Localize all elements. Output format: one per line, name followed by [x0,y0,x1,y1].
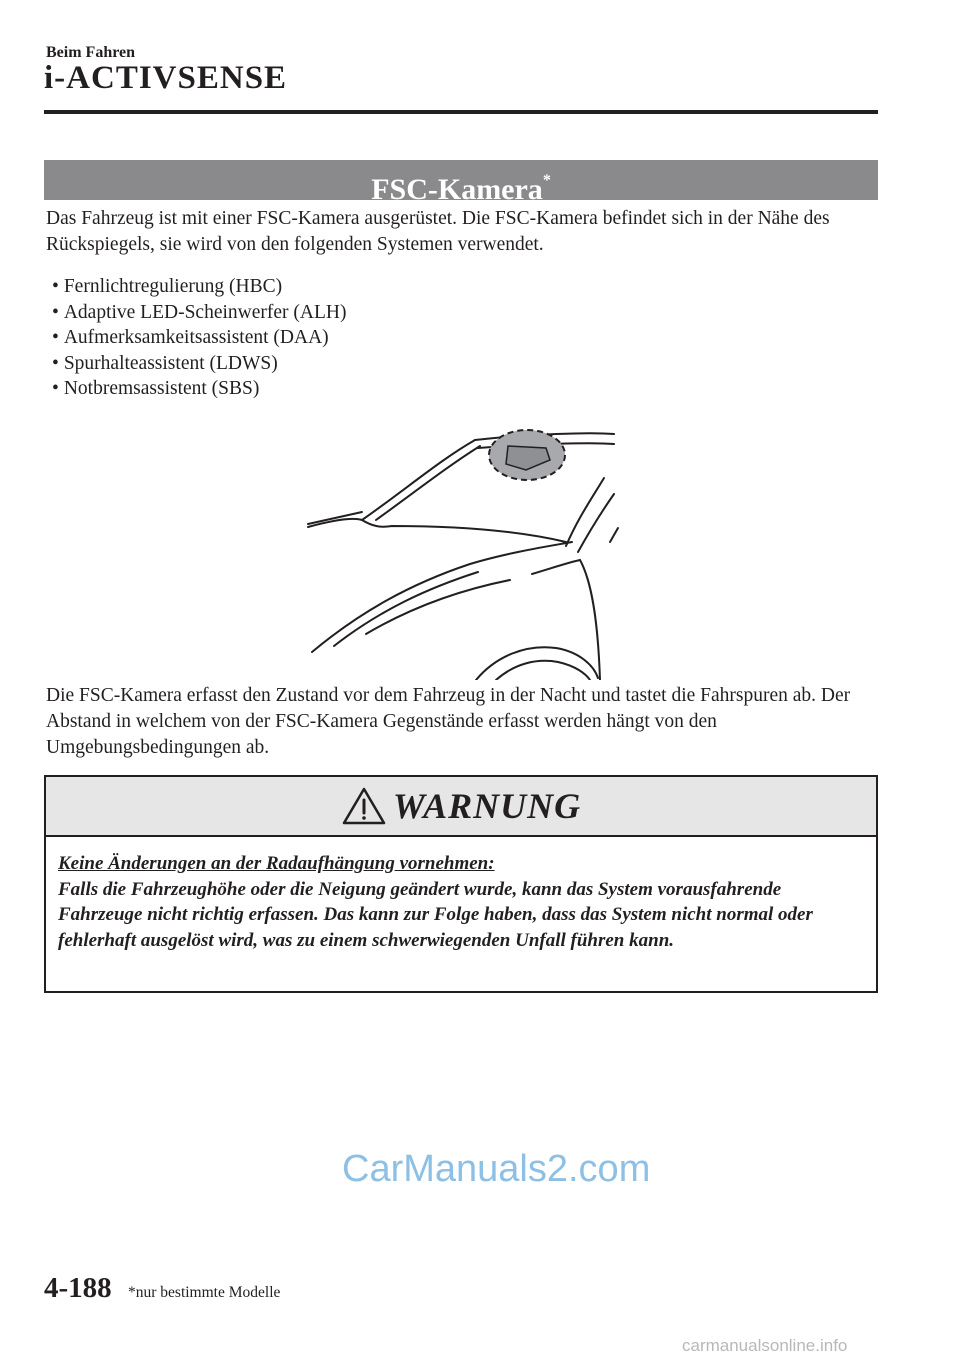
warning-subtitle: Keine Änderungen an der Radaufhängung vornehmen: [58,853,495,874]
footnote-marker: * [542,172,551,189]
chapter-title: i-ACTIVSENSE [44,60,288,96]
wheel-arch-inner [496,661,590,680]
section-label: Beim Fahren [46,44,136,61]
hood-crease-mid [334,572,478,646]
intro-paragraph: Das Fahrzeug ist mit einer FSC-Kamera ausgerüstet. Die FSC-Kamera befindet sich in der Nähe des Rückspiegels, sie wird von den folgenden Systemen verwendet. [46,208,830,255]
list-item: • Adaptive LED-Scheinwerfer (ALH) [52,300,346,326]
fender-line [532,560,600,680]
section-heading-text: FSC-Kamera [371,173,543,206]
hood-crease-left [312,542,572,652]
warning-text: Falls die Fahrzeughöhe oder die Neigung geändert wurde, kann das System vorausfahrende Fahrzeuge nicht richtig erfassen. Das kann zur Folge haben, dass das System nicht normal oder fehlerhaft ausgelöst wird, was zu einem schwerwiegenden Unfall führen kann. [58,878,813,951]
list-item: • Spurhalteassistent (LDWS) [52,351,346,377]
warning-triangle-icon [341,786,387,826]
list-item: • Notbremsassistent (SBS) [52,376,346,402]
windshield-left-inner [376,446,480,520]
systems-list [52,274,346,402]
hood-crease-right [366,580,510,634]
cowl-line [308,519,566,542]
site-footer: carmanualsonline.info [682,1336,848,1355]
warning-box [44,775,878,993]
detection-paragraph: Die FSC-Kamera erfasst den Zustand vor dem Fahrzeug in der Nacht und tastet die Fahrspuren ab. Der Abstand in welchem von der FSC-Kamera Gegenstände erfasst werden hängt von den Umgebungsbedingungen ab. [46,685,851,758]
page-number: 4-188 [44,1272,112,1304]
mirror-line [610,528,618,542]
warning-body [46,837,876,953]
a-pillar-right-inner [578,494,614,552]
warning-title: WARNUNG [392,786,582,826]
watermark-logo: CarManuals2.com [342,1148,651,1190]
a-pillar-right [566,478,604,546]
list-item: • Fernlichtregulierung (HBC) [52,274,346,300]
wheel-arch-outer [476,647,598,680]
camera-location-illustration [300,412,630,680]
list-item: • Aufmerksamkeitsassistent (DAA) [52,325,346,351]
warning-header [46,777,876,837]
footnote: *nur bestimmte Modelle [128,1284,281,1301]
header-rule [44,110,878,114]
section-heading [44,160,878,206]
windshield-left-edge [362,440,475,520]
